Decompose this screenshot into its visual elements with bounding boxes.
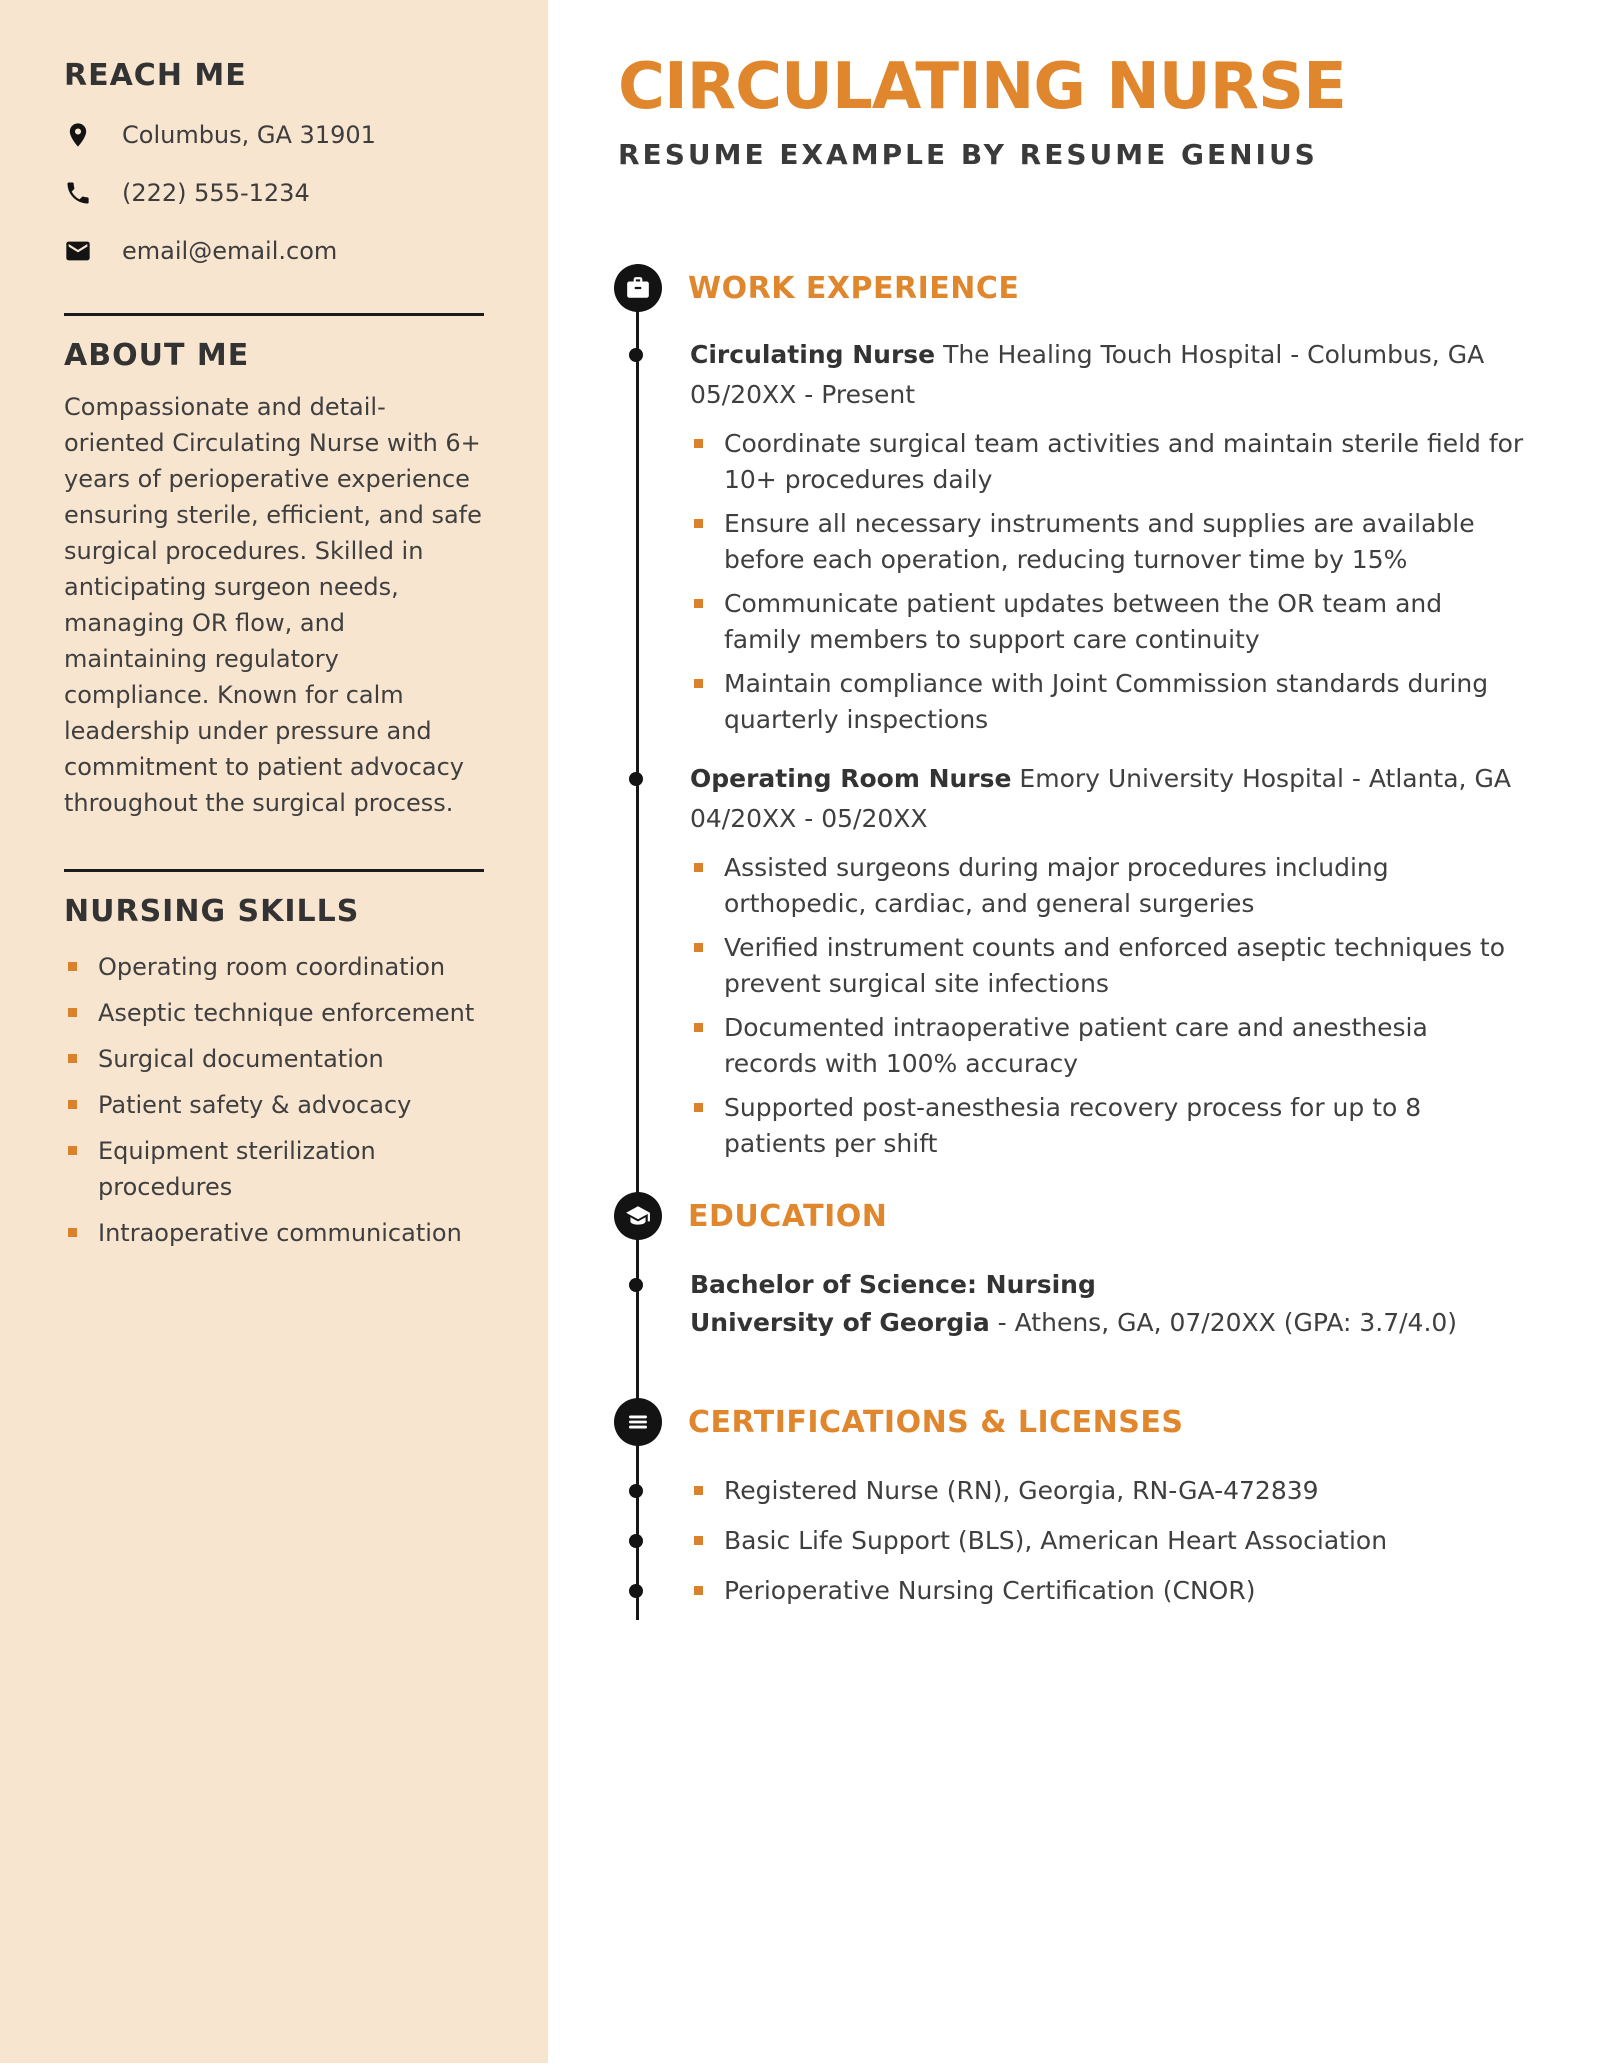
main-column	[548, 0, 1600, 2071]
envelope-icon	[64, 237, 92, 265]
job-bullet: Verified instrument counts and enforced aseptic techniques to prevent surgical site infections	[690, 930, 1525, 1002]
education-school-line	[690, 1304, 1525, 1342]
skill-item: Aseptic technique enforcement	[64, 995, 484, 1031]
list-icon	[614, 1398, 662, 1446]
skill-item: Equipment sterilization procedures	[64, 1133, 484, 1205]
contact-row-phone	[64, 179, 484, 207]
certification-item: Perioperative Nursing Certification (CNOR)	[690, 1572, 1550, 1609]
education-header	[614, 1192, 887, 1240]
job-entry-2	[690, 760, 1525, 1170]
job-title-line	[690, 336, 1525, 374]
briefcase-icon	[614, 264, 662, 312]
contact-row-location	[64, 121, 484, 149]
job-bullet: Ensure all necessary instruments and supplies are available before each operation, reducing turnover time by 15%	[690, 506, 1525, 578]
certification-item: Registered Nurse (RN), Georgia, RN-GA-472839	[690, 1472, 1550, 1509]
job-bullet: Coordinate surgical team activities and maintain sterile field for 10+ procedures daily	[690, 426, 1525, 498]
contact-list	[64, 121, 484, 265]
skill-item: Surgical documentation	[64, 1041, 484, 1077]
job-bullet-list	[690, 850, 1525, 1162]
sidebar-divider	[64, 313, 484, 316]
job-bullet: Documented intraoperative patient care and anesthesia records with 100% accuracy	[690, 1010, 1525, 1082]
work-experience-heading: WORK EXPERIENCE	[688, 270, 1020, 306]
education-school: University of Georgia	[690, 1308, 990, 1337]
contact-phone-label: (222) 555-1234	[122, 179, 310, 207]
resume-header	[618, 52, 1346, 171]
job-bullet: Supported post-anesthesia recovery process for up to 8 patients per shift	[690, 1090, 1525, 1162]
certifications-header	[614, 1398, 1183, 1446]
contact-email-label: email@email.com	[122, 237, 338, 265]
job-bullet: Communicate patient updates between the OR team and family members to support care continuity	[690, 586, 1525, 658]
about-me-paragraph: Compassionate and detail-oriented Circulating Nurse with 6+ years of perioperative experience ensuring sterile, efficient, and safe surgical procedures. Skilled in anticipating surgeon needs, managing OR flow, and maintaining regulatory compliance. Known for calm leadership under pressure and commitment to patient advocacy throughout the surgical process.	[64, 393, 482, 817]
job-bullet-list	[690, 426, 1525, 738]
skill-item: Patient safety & advocacy	[64, 1087, 484, 1123]
job-entry-1	[690, 336, 1525, 746]
location-pin-icon	[64, 121, 92, 149]
job-company-location: The Healing Touch Hospital - Columbus, GA	[943, 340, 1485, 369]
job-title: Circulating Nurse	[690, 340, 936, 369]
phone-icon	[64, 179, 92, 207]
nursing-skills-list	[64, 949, 484, 1251]
work-experience-header	[614, 264, 1019, 312]
certification-item: Basic Life Support (BLS), American Heart Association	[690, 1522, 1550, 1559]
job-dates: 04/20XX - 05/20XX	[690, 804, 928, 833]
about-me-heading: ABOUT ME	[64, 338, 250, 373]
reach-me-heading: REACH ME	[64, 58, 247, 93]
certifications-list	[690, 1472, 1550, 1622]
education-heading: EDUCATION	[688, 1198, 888, 1234]
education-entry	[690, 1266, 1525, 1342]
sidebar-divider	[64, 869, 484, 872]
certifications-heading: CERTIFICATIONS & LICENSES	[688, 1404, 1184, 1440]
education-school-details: - Athens, GA, 07/20XX (GPA: 3.7/4.0)	[989, 1308, 1458, 1337]
sidebar	[0, 0, 548, 2063]
skill-item: Intraoperative communication	[64, 1215, 484, 1251]
education-degree: Bachelor of Science: Nursing	[690, 1270, 1096, 1299]
job-dates: 05/20XX - Present	[690, 380, 916, 409]
page-subtitle: RESUME EXAMPLE BY RESUME GENIUS	[618, 138, 1318, 171]
job-bullet: Maintain compliance with Joint Commission standards during quarterly inspections	[690, 666, 1525, 738]
job-title-line	[690, 760, 1525, 798]
job-company-location: Emory University Hospital - Atlanta, GA	[1019, 764, 1511, 793]
job-bullet: Assisted surgeons during major procedures including orthopedic, cardiac, and general surgeries	[690, 850, 1525, 922]
job-title: Operating Room Nurse	[690, 764, 1012, 793]
nursing-skills-heading: NURSING SKILLS	[64, 894, 360, 929]
skill-item: Operating room coordination	[64, 949, 484, 985]
contact-row-email	[64, 237, 484, 265]
contact-location-label: Columbus, GA 31901	[122, 121, 376, 149]
graduation-cap-icon	[614, 1192, 662, 1240]
page-title: CIRCULATING NURSE	[618, 50, 1346, 124]
